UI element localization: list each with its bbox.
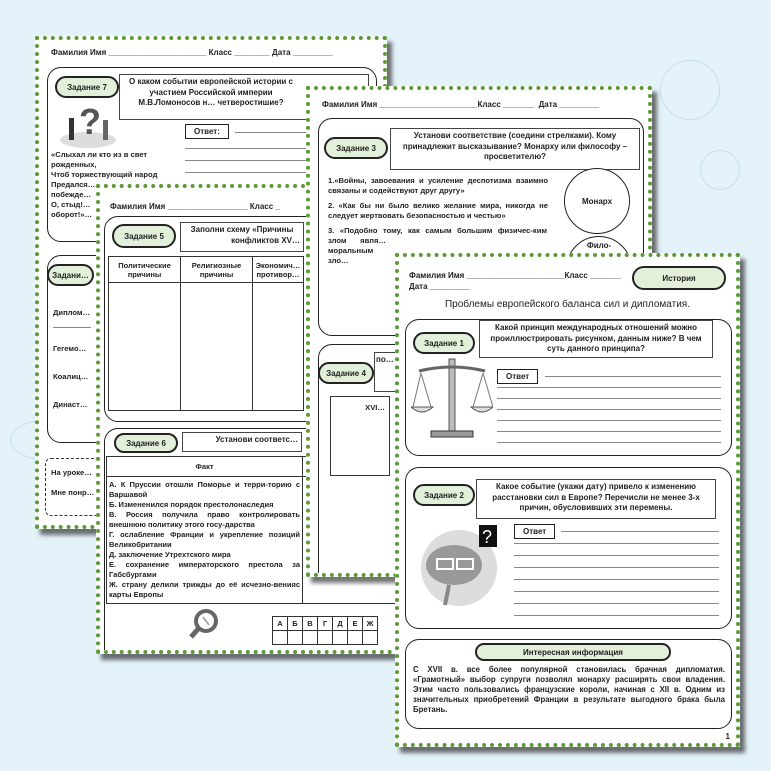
quotes-list: 1.«Войны, завоевания и усиление деспотизма взаимно связаны и содействуют друг другу» 2. «Как бы ни было велико желание мира, никогда не следует жертвовать безопасностью и честью» 3. «Подобно тому, как самым большим физичес-ким злом явля… моральным зло… xyxy=(328,176,548,265)
fact-header: Факт xyxy=(107,457,303,477)
task-5-badge: Задание 5 xyxy=(112,224,176,248)
term-coalition: Коалиц… xyxy=(53,372,89,381)
letter-cell[interactable] xyxy=(303,631,318,645)
letter-cell[interactable] xyxy=(273,631,288,645)
reflection-line: Мне понр… xyxy=(51,488,95,497)
student-header: Фамилия Имя ______________________Класс _______ Дата _________ xyxy=(322,100,600,109)
task-1-badge: Задание 1 xyxy=(413,332,475,354)
task-3-question: Установи соответствие (соедини стрелками). Кому принадлежит высказывание? Монарху или философу – просветителю? xyxy=(390,128,640,170)
century-box: XVI… xyxy=(330,396,390,476)
info-title-badge: Интересная информация xyxy=(475,643,671,661)
date-label: Дата xyxy=(272,48,291,57)
column-header: Экономич… противор… xyxy=(253,257,304,283)
task-5-question: Заполни схему «Причины конфликтов XV… xyxy=(180,222,304,252)
term-hegemony: Гегемо… xyxy=(53,344,87,353)
info-text: С XVII в. все более популярной становилась брачная дипломатия. «Грамотный» выбор супруги позволял монарху расширять свои владения. Этим часто пользовались французские короли, начиная с XII в. Одним из значительных приобретений Франции в результате выгодного брака была Бретань. xyxy=(413,665,725,714)
subject-badge: История xyxy=(632,266,726,290)
worksheet-page-1 xyxy=(395,253,740,747)
letter-cell[interactable] xyxy=(288,631,303,645)
page-number: 1 xyxy=(725,732,730,741)
table-cell[interactable] xyxy=(109,283,181,411)
letter-cell[interactable] xyxy=(348,631,363,645)
task-7-badge: Задание 7 xyxy=(55,76,119,98)
svg-text:?: ? xyxy=(79,101,101,142)
column-header: Религиозные причины xyxy=(181,257,253,283)
column-header: Политические причины xyxy=(109,257,181,283)
facts-list: А. К Пруссии отошли Поморье и терри-торию с Варшавой Б. Измененился порядок престолонаследия В. Россия получила право контролировать внешнюю политику этого госу-дарства Г. ослабление Франции и укрепление позиций Великобритании Д. заключение Утрехтского мира Е. сохранение императорского престола за Габсбургами Ж. страну делили трижды до её исчезно-венияс карты Европы xyxy=(107,477,303,604)
thinking-brain-illustration xyxy=(409,523,504,618)
table-cell[interactable] xyxy=(181,283,253,411)
answer-label: Ответ xyxy=(497,369,538,384)
task-6-badge: Задание 6 xyxy=(114,433,178,453)
term-diplomacy: Диплом… xyxy=(53,308,91,317)
scales-illustration xyxy=(411,355,493,448)
name-label: Фамилия Имя xyxy=(51,48,107,57)
student-header: Фамилия Имя ______________________Класс _______ Дата _________ xyxy=(409,271,622,291)
term-dynastic: Династ… xyxy=(53,400,88,409)
magnifier-icon xyxy=(188,608,218,645)
causes-table xyxy=(108,256,304,411)
student-header: Фамилия Имя __________________ Класс _ xyxy=(110,202,280,211)
reflection-line: На уроке… xyxy=(51,468,92,477)
answer-label: Ответ xyxy=(514,524,555,539)
poem: «Слыхал ли кто из в свет рожденных, Чтоб торжествующий народ Предался… побежде… О, стыд!… оборот!»… xyxy=(51,150,158,219)
svg-text:?: ? xyxy=(482,527,493,547)
answer-label: Ответ: xyxy=(185,124,229,139)
class-label: Класс xyxy=(208,48,232,57)
worksheet-title: Проблемы европейского баланса сил и дипломатия. xyxy=(444,299,690,310)
task-2-question: Какое событие (укажи дату) привело к изменению расстановки сил в Европе? Перечисли не менее 3-х причин, обусловивших эти перемены. xyxy=(476,479,716,519)
letter-cell[interactable] xyxy=(318,631,333,645)
task-4-question: по… xyxy=(374,352,400,392)
task-6-question: Установи соответс… xyxy=(182,432,302,452)
student-header: Фамилия Имя ______________________ Класс ________ Дата _________ xyxy=(51,48,333,57)
task-2-badge: Задание 2 xyxy=(413,484,475,506)
task-1-question: Какой принцип международных отношений можно проиллюстрировать рисунком, данным ниже? В чем суть данного принципа? xyxy=(479,320,713,358)
task-badge: Задани… xyxy=(47,264,94,286)
background-doodle xyxy=(700,150,740,190)
task-4-badge: Задание 4 xyxy=(318,362,374,384)
background-doodle xyxy=(660,60,720,120)
task-3-badge: Задание 3 xyxy=(324,137,388,159)
answer-letter-grid: А Б В Г Д Е Ж xyxy=(272,616,378,645)
table-cell[interactable] xyxy=(253,283,304,411)
task-7-question: О каком событии европейской истории с участием Российской империи М.В.Ломоносов н… четверостишие? xyxy=(129,77,293,107)
letter-cell[interactable] xyxy=(333,631,348,645)
question-people-illustration xyxy=(59,100,117,148)
letter-cell[interactable] xyxy=(363,631,378,645)
philosopher-circle[interactable]: Фило- xyxy=(566,236,632,302)
monarch-circle[interactable]: Монарх xyxy=(564,168,630,234)
